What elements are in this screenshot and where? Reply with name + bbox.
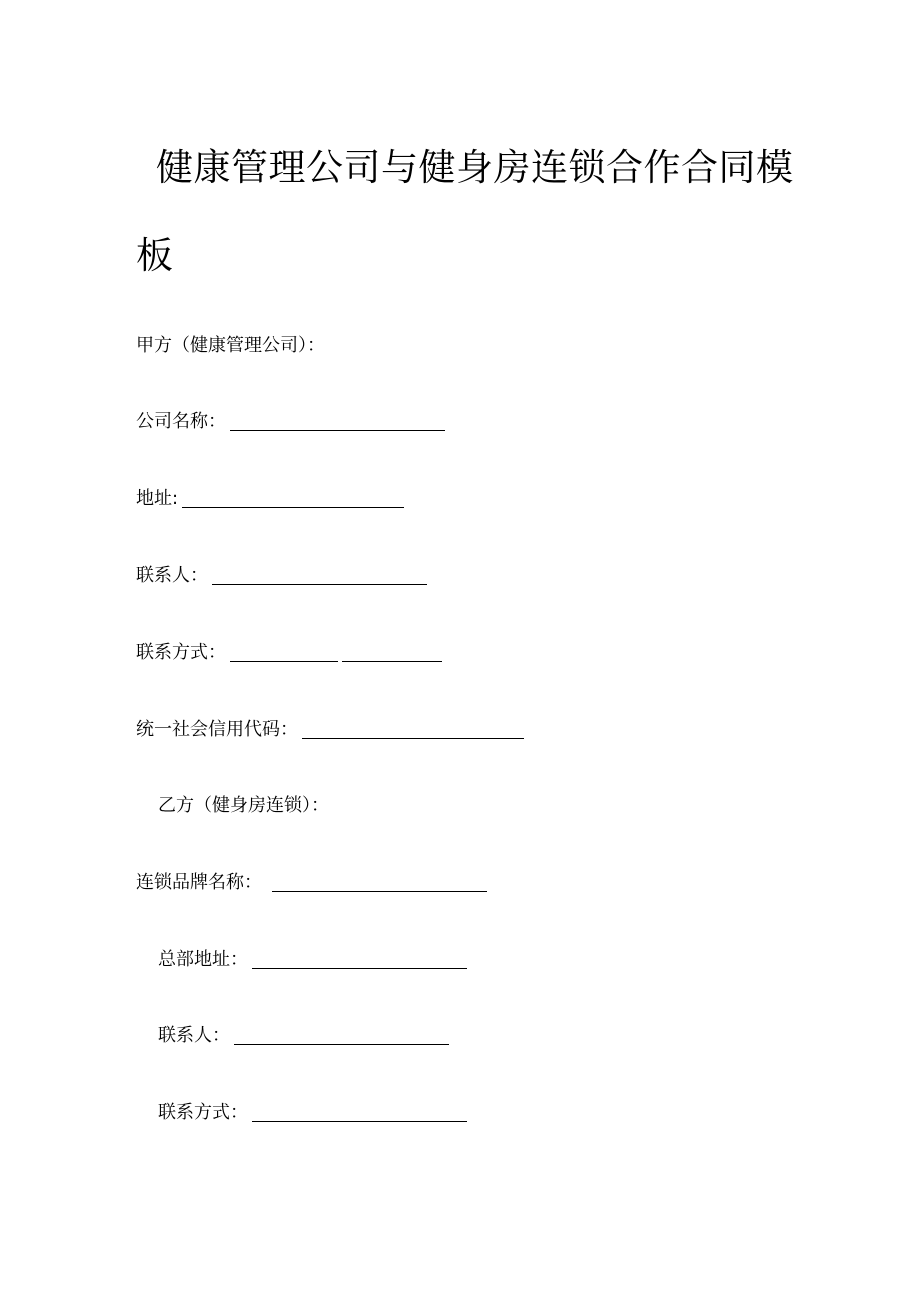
brand-name-label: 连锁品牌名称： xyxy=(136,872,262,893)
party-b-heading xyxy=(158,791,329,817)
contact-info-label: 联系方式： xyxy=(136,642,226,663)
hq-address-blank[interactable] xyxy=(252,948,467,969)
party-a-heading-label: 甲方（健康管理公司）： xyxy=(136,335,325,356)
party-a-contact-person-field xyxy=(136,561,427,587)
party-b-contact-person-label: 联系人： xyxy=(158,1025,230,1046)
hq-address-label: 总部地址： xyxy=(158,949,248,970)
contact-person-blank[interactable] xyxy=(212,564,427,585)
address-label: 地址: xyxy=(136,488,179,509)
party-b-contact-info-label: 联系方式： xyxy=(158,1102,248,1123)
party-b-hq-address-field xyxy=(158,945,467,971)
contact-info-blank-1[interactable] xyxy=(230,641,338,662)
company-name-label: 公司名称： xyxy=(136,411,226,432)
party-b-contact-info-field xyxy=(158,1098,467,1124)
party-b-contact-person-field xyxy=(158,1021,449,1047)
party-b-brand-name-field xyxy=(136,868,487,894)
party-b-contact-person-blank[interactable] xyxy=(234,1024,449,1045)
party-a-company-name-field xyxy=(136,407,445,433)
credit-code-blank[interactable] xyxy=(302,718,524,739)
party-a-address-field xyxy=(136,484,404,510)
party-a-contact-info-field xyxy=(136,638,442,664)
address-blank[interactable] xyxy=(182,487,404,508)
document-title: 健康管理公司与健身房连锁合作合同模 xyxy=(156,146,794,189)
document-title-continued: 板 xyxy=(136,234,174,277)
company-name-blank[interactable] xyxy=(230,410,445,431)
party-a-heading xyxy=(136,331,325,357)
party-a-credit-code-field xyxy=(136,715,524,741)
contact-info-blank-2[interactable] xyxy=(342,641,442,662)
credit-code-label: 统一社会信用代码： xyxy=(136,719,298,740)
party-b-heading-label: 乙方（健身房连锁）： xyxy=(158,795,329,816)
brand-name-blank[interactable] xyxy=(272,871,487,892)
contact-person-label: 联系人： xyxy=(136,565,208,586)
party-b-contact-info-blank[interactable] xyxy=(252,1101,467,1122)
